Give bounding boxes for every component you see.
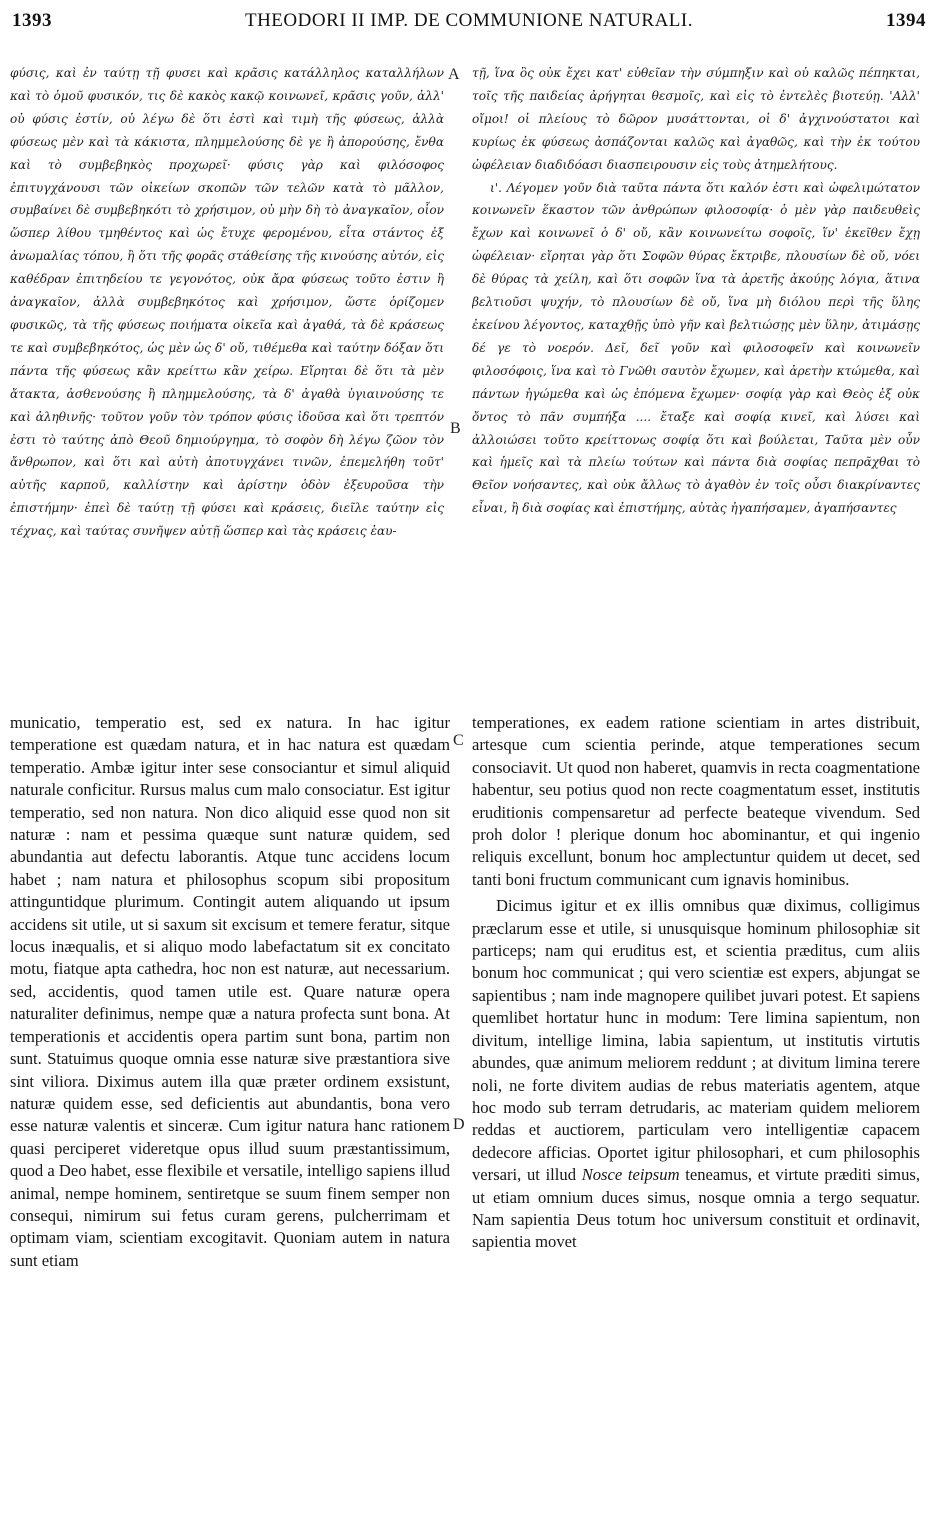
running-title: THEODORI II IMP. DE COMMUNIONE NATURALI. <box>244 10 693 31</box>
page-number-right: 1394 <box>886 10 926 31</box>
greek-column-left <box>10 62 444 704</box>
page-number-left: 1393 <box>12 10 52 31</box>
margin-letter-b: B <box>450 420 461 437</box>
latin-column-right <box>472 712 920 1528</box>
greek-column-right <box>472 62 920 704</box>
latin-text: teneamus, et virtute præditi simus, ut etiam omnium duces simus, nosque omnia a tergo sequatur. Nam sapientia Deus totum hoc universum constituit et ordinavit, sapientia movet <box>472 1165 920 1252</box>
latin-paragraph: municatio, temperatio est, sed ex natura. In hac igitur temperatione est quædam natura, et in hac natura est quædam temperatio. Ambæ igitur inter sese consociantur et simul aliquid naturale conficitur. Rursus malus cum malo consociatur. Est igitur temperatio, sed non natura. Non dico aliquid esse quod non sit naturæ : nam et pessima quæque sunt naturæ quidem, sed abundantia aut defectu laborantis. Atque tunc accidens locum habet ; nam natura et philosophus scopum sibi propositum attinguntidque plurimum. Contingit autem aliquando ut ipsum accidens sit utile, ut si saxum sit excisum et temere feratur, sitque locus inæqualis, et si aliquo modo labefactatum sit ex concitato motu, fiatque apta cathedra, hoc non est naturæ, aut necessarium. sed, accidentis, quod tamen utile est. Quare naturæ opera naturaliter definimus, nempe quæ a natura profecta sunt bona. At temperationis et accidentis opera partim sunt bona, partim non sunt. Statuimus quoque omnia esse naturæ sive præstantiora sive sint viliora. Diximus autem illa quæ præter ordinem exsistunt, naturæ quidem esse, sed deficientis aut abundantis, bona vero esse naturæ valentis et sinceræ. Cum igitur natura hanc rationem quasi perciperet videretque opus illud suum præstantissimum, quod a Deo habet, esse flexibile et versatile, intelligo sapiens illud animal, nempe hominem, sentiretque se suum finem semper non consequi, nimirum sui fetus curam gerens, pulcherrimam et optimam viam, scientiam excogitavit. Quoniam autem in natura sunt etiam <box>10 713 450 1270</box>
latin-text: Dicimus igitur et ex illis omnibus quæ diximus, colligimus præclarum esse et utile, si unusquisque hominum philosophiæ sit particeps; nam qui eruditus est, et scientia præditus, cum aliis bonum hoc communicat ; qui vero scientiæ est expers, abjungat se sapientibus ; nam inde magnopere quilibet juvari potest. Et sapiens quemlibet hortatur hunc in modum: Tere limina sapientum, non divitum, intellige limina, labia sapientum, ut institutis virtutis abundes, quæ animum meliorem reddunt ; at divitum limina terere noli, ne forte divitem audias de rebus materiatis agentem, atque hoc modo sub terram detrudaris, ac materiam quidem meliorem reddas et auctiorem, particulam vero intelligentiæ capacem dedecore afficias. Oportet igitur philosophari, et cum philosophis versari, ut illud <box>472 896 920 1185</box>
margin-letter-d: D <box>453 1116 465 1133</box>
greek-paragraph: ι'. Λέγομεν γοῦν διὰ ταῦτα πάντα ὅτι καλόν ἐστι καὶ ὠφελιμώτατον κοινωνεῖν ἕκαστον τῶν ἀνθρώπων φιλοσοφίᾳ· ὁ μὲν γὰρ παιδευθεὶς ἔχων καὶ κοινωνεῖ ὁ δ' οὔ, κἂν κοινωνείτω σοφοῖς, ἵν' ἐκεῖθεν ἔχῃ ὠφέλειαν· εἴρηται γὰρ ὅτι Σοφῶν θύρας ἔκτριβε, πλουσίων δὲ οὔ, νόει δὲ θύρας τὰ χείλη, καὶ ὅτι σοφῶν ἵνα τὰ ἀρετῆς ἀκούῃς λόγια, ἅτινα βελτιοῦσι ψυχήν, τὸ πλουσίων δὲ οὔ, ἵνα μὴ διόλου περὶ τῆς ὕλης ἐκείνου λέγοντος, καταχθῇς ὑπὸ γῆν καὶ βελτιώσῃς μὲν ὕλην, ἀτιμάσῃς δέ γε τὸ νοερόν. Δεῖ, δεῖ γοῦν καὶ φιλοσοφεῖν καὶ κοινωνεῖν φιλοσόφοις, ἵνα καὶ τὸ Γνῶθι σαυτὸν ἔχωμεν, καὶ ἀρετὴν κτώμεθα, καὶ πάντων ἡγώμεθα καὶ ὡς ἑπόμενα ἔχωμεν· σοφίᾳ γὰρ καὶ Θεὸς ἐξ οὐκ ὄντος τὸ πᾶν συμπήξα .... ἔταξε καὶ σοφίᾳ κινεῖ, καὶ λύσει καὶ ἀλλοιώσει τοῦτο κρείττονως σοφίᾳ ὅτι καὶ βούλεται, Ταῦτα μὲν οὖν καὶ ἡμεῖς καὶ τὰ πλείω τούτων καὶ πάντα διὰ σοφίας πεπρᾶχθαι τὸ Θεῖον νοήσαντες, καὶ οὐκ ἄλλως τὸ ἀγαθὸν ἐν τοῖς οὖσι διακρίναντες εἶναι, ἢ διὰ σοφίας καὶ ἐπιστήμης, αὐτὰς ἠγαπήσαμεν, ἀγαπήσαντες <box>472 180 920 516</box>
margin-letter-a: A <box>448 66 460 83</box>
margin-letter-c: C <box>453 732 464 749</box>
latin-column-left <box>10 712 450 1528</box>
latin-paragraph: temperationes, ex eadem ratione scientiam in artes distribuit, artesque cum scientia perinde, atque temperationes secum consociavit. Ut quod non haberet, quamvis in recta coagmentatione habentur, seu potius quod non recte coagmentatum esset, institutis eruditionis compensaretur ad perfecte beateque vivendum. Sed proh dolor ! plerique donum hoc abominantur, et qui ingenio reliquis excellunt, bonum hoc amplectuntur quidem ut decet, sed tanti boni fructum communicant cum ignavis hominibus. <box>472 713 920 889</box>
latin-emphasis: Nosce teipsum <box>581 1165 680 1185</box>
greek-paragraph: τῇ, ἵνα ὃς οὐκ ἔχει κατ' εὐθεῖαν τὴν σύμπηξιν καὶ οὐ καλῶς πέπηκται, τοῖς τῆς παιδείας ἀρήγηται θεσμοῖς, καὶ εἰς τὸ ἐντελὲς βιοτεύῃ. 'Αλλ' οἴμοι! οἱ πλείους τὸ δῶρον μυσάττονται, οἱ δ' ἀγχινούστατοι καὶ κυρίως ἐκ φύσεως ἀσπάζονται καλῶς καὶ ἀγαθῶς, καὶ τὴν ἐκ τούτου ὠφέλειαν διαδιδόασι διασπειρουσιν εἰς τοὺς ἀτημελήτους. <box>472 66 920 172</box>
running-header <box>8 8 930 38</box>
greek-paragraph: φύσις, καὶ ἐν ταύτῃ τῇ φυσει καὶ κρᾶσις κατάλληλος καταλλήλων καὶ τὸ ὁμοῦ φυσικόν, τις δὲ κακὸς κακῷ κοινωνεῖ, κρᾶσις γοῦν, ἀλλ' οὐ φύσις ἐστίν, οὐ λέγω δὲ ὅτι ἐστὶ καὶ τιμὴ τῆς φύσεως, ἀλλὰ φύσεως μὲν καὶ τὰ κάκιστα, πλημμελούσης δὲ γε ἢ ἀπορούσης, ἔνθα καὶ τὸ συμβεβηκὸς προχωρεῖ· φύσις γὰρ καὶ φιλόσοφος ἐπιτυγχάνουσι τῶν οἰκείων σκοπῶν τῶν τελῶν κατὰ τὸ μᾶλλον, συμβαίνει δὲ συμβεβηκότι τὸ χρήσιμον, οὐ μὴν δὴ τὸ ἀναγκαῖον, οἷον ὥσπερ λίθου τμηθέντος καὶ ὡς ἔτυχε φερομένου, εἶτα στάντος ἐξ ἀνωμαλίας τόπου, ἢ ὅτι τῆς φορᾶς στάθείσης τῆς κινούσης αὐτόν, εἰς καθέδραν ἐπιτηδείου τε γεγονότος, οὐκ ἄρα φύσεως τοῦτο ἐστιν ἢ ἀναγκαῖον, ἀλλὰ συμβεβηκότος καὶ χρήσιμον, ὥστε ὁρίζομεν φυσικῶς, τὰ τῆς φύσεως ποιήματα οἰκεῖα καὶ ἀγαθά, τὰ δὲ κράσεως τε καὶ συμβεβηκότος, ὡς μὲν ὡς δ' οὔ, τιθέμεθα καὶ ταύτην δόξαν ὅτι πάντα τῆς φύσεως κἂν κρείττω κἂν χείρω. Εἴρηται δὲ ὅτι τὰ μὲν ἄτακτα, ἀσθενούσης ἢ πλημμελούσης, τὰ δ' ἀγαθὰ ὑγιαινούσης τε καὶ ἀληθινῆς· τοῦτον γοῦν τὸν τρόπον φύσις ἰδοῦσα καὶ ὅτι τρεπτόν ἐστι τὸ ταύτης ἀπὸ Θεοῦ δημιούργημα, τὸ σοφὸν δὴ λέγω ζῶον τὸν ἄνθρωπον, καὶ ὅτι καὶ αὐτὴ ἀποτυγχάνει τινῶν, ἐπεμελήθη τοῦτ' αὐτῆς καρποῦ, καλλίστην καὶ ἀρίστην ὁδὸν ἐξευροῦσα τὴν ἐπιστήμην· ἐπεὶ δὲ ταύτῃ τῇ φύσει καὶ κράσεις, διεῖλε ταύτην εἰς τέχνας, καὶ ταύτας συνῆψεν αὐτῇ ὥσπερ καὶ τὰς κράσεις ἑαυ- <box>10 66 444 539</box>
latin-paragraph <box>472 895 920 1254</box>
